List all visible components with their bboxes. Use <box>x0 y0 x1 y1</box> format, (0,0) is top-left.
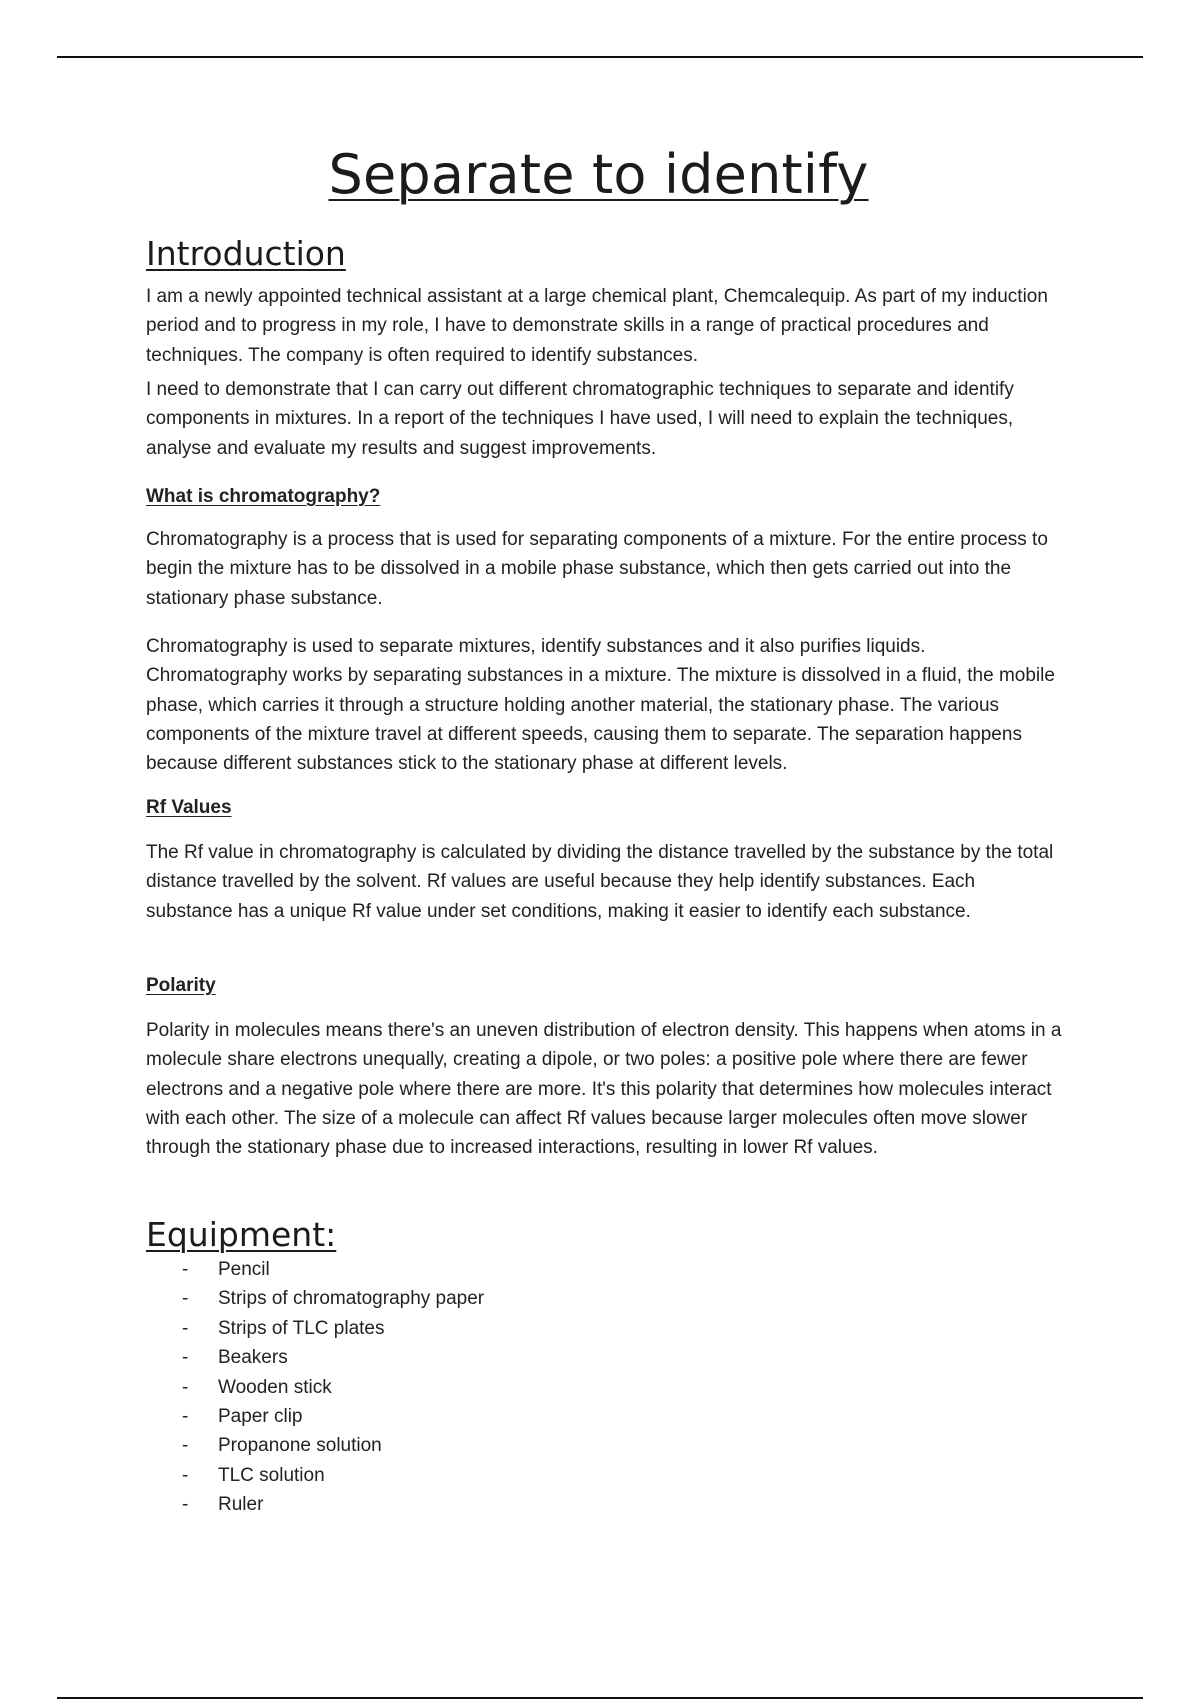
chromatography-paragraph-2: Chromatography is used to separate mixtures, identify substances and it also purifies liquids. Chromatography works by separating substances in a mixture. The mixture is dissolved in a fluid, the mobile phase, which carries it through a structure holding another material, the stationary phase. The various components of the mixture travel at different speeds, causing them to separate. The separation happens because different substances stick to the stationary phase at different levels. <box>146 636 1055 775</box>
rf-values-paragraph: The Rf value in chromatography is calculated by dividing the distance travelled by the substance by the total distance travelled by the solvent. Rf values are useful because they help identify substances. Each substance has a unique Rf value under set conditions, making it easier to identify each substance. <box>146 842 1054 922</box>
document-title: Separate to identify <box>328 143 869 206</box>
introduction-heading: Introduction <box>146 234 346 273</box>
list-item <box>182 1284 484 1313</box>
rf-values-heading: Rf Values <box>146 797 232 818</box>
bullet-dash: - <box>182 1464 189 1486</box>
list-item <box>182 1431 484 1460</box>
equipment-item-label: Ruler <box>218 1494 264 1516</box>
equipment-item-label: TLC solution <box>218 1464 325 1486</box>
polarity-paragraph: Polarity in molecules means there's an uneven distribution of electron density. This happens when atoms in a molecule share electrons unequally, creating a dipole, or two poles: a positive pole where there are fewer electrons and a negative pole where there are more. It's this polarity that determines how molecules interact with each other. The size of a molecule can affect Rf values because larger molecules often move slower through the stationary phase due to increased interactions, resulting in lower Rf values. <box>146 1020 1062 1159</box>
equipment-item-label: Strips of chromatography paper <box>218 1288 485 1310</box>
list-item <box>182 1402 484 1431</box>
introduction-paragraph-1: I am a newly appointed technical assistant at a large chemical plant, Chemcalequip. As part of my induction period and to progress in my role, I have to demonstrate skills in a range of practical procedures and techniques. The company is often required to identify substances. <box>146 286 1048 366</box>
list-item <box>182 1490 484 1519</box>
equipment-heading: Equipment: <box>146 1215 337 1254</box>
equipment-item-label: Paper clip <box>218 1406 303 1428</box>
equipment-item-label: Beakers <box>218 1347 288 1369</box>
bullet-dash: - <box>182 1494 189 1516</box>
bullet-dash: - <box>182 1259 189 1280</box>
list-item <box>182 1461 484 1490</box>
bullet-dash: - <box>182 1376 189 1398</box>
top-border-line <box>57 56 1143 58</box>
equipment-item-label: Strips of TLC plates <box>218 1317 385 1339</box>
equipment-item-label: Pencil <box>218 1259 270 1280</box>
bottom-border-line <box>57 1697 1143 1699</box>
list-item <box>182 1314 484 1343</box>
list-item <box>182 1343 484 1372</box>
introduction-paragraph-2: I need to demonstrate that I can carry out different chromatographic techniques to separate and identify components in mixtures. In a report of the techniques I have used, I will need to explain the techniques, analyse and evaluate my results and suggest improvements. <box>146 379 1014 459</box>
bullet-dash: - <box>182 1406 189 1428</box>
polarity-heading: Polarity <box>146 975 216 996</box>
bullet-dash: - <box>182 1347 189 1369</box>
equipment-item-label: Propanone solution <box>218 1435 382 1457</box>
chromatography-paragraph-1: Chromatography is a process that is used for separating components of a mixture. For the entire process to begin the mixture has to be dissolved in a mobile phase substance, which then gets carried out into the stationary phase substance. <box>146 529 1048 609</box>
equipment-item-label: Wooden stick <box>218 1376 332 1398</box>
list-item <box>182 1255 484 1284</box>
bullet-dash: - <box>182 1435 189 1457</box>
bullet-dash: - <box>182 1317 189 1339</box>
list-item <box>182 1373 484 1402</box>
bullet-dash: - <box>182 1288 189 1310</box>
equipment-list <box>182 1255 484 1520</box>
chromatography-heading: What is chromatography? <box>146 486 381 507</box>
